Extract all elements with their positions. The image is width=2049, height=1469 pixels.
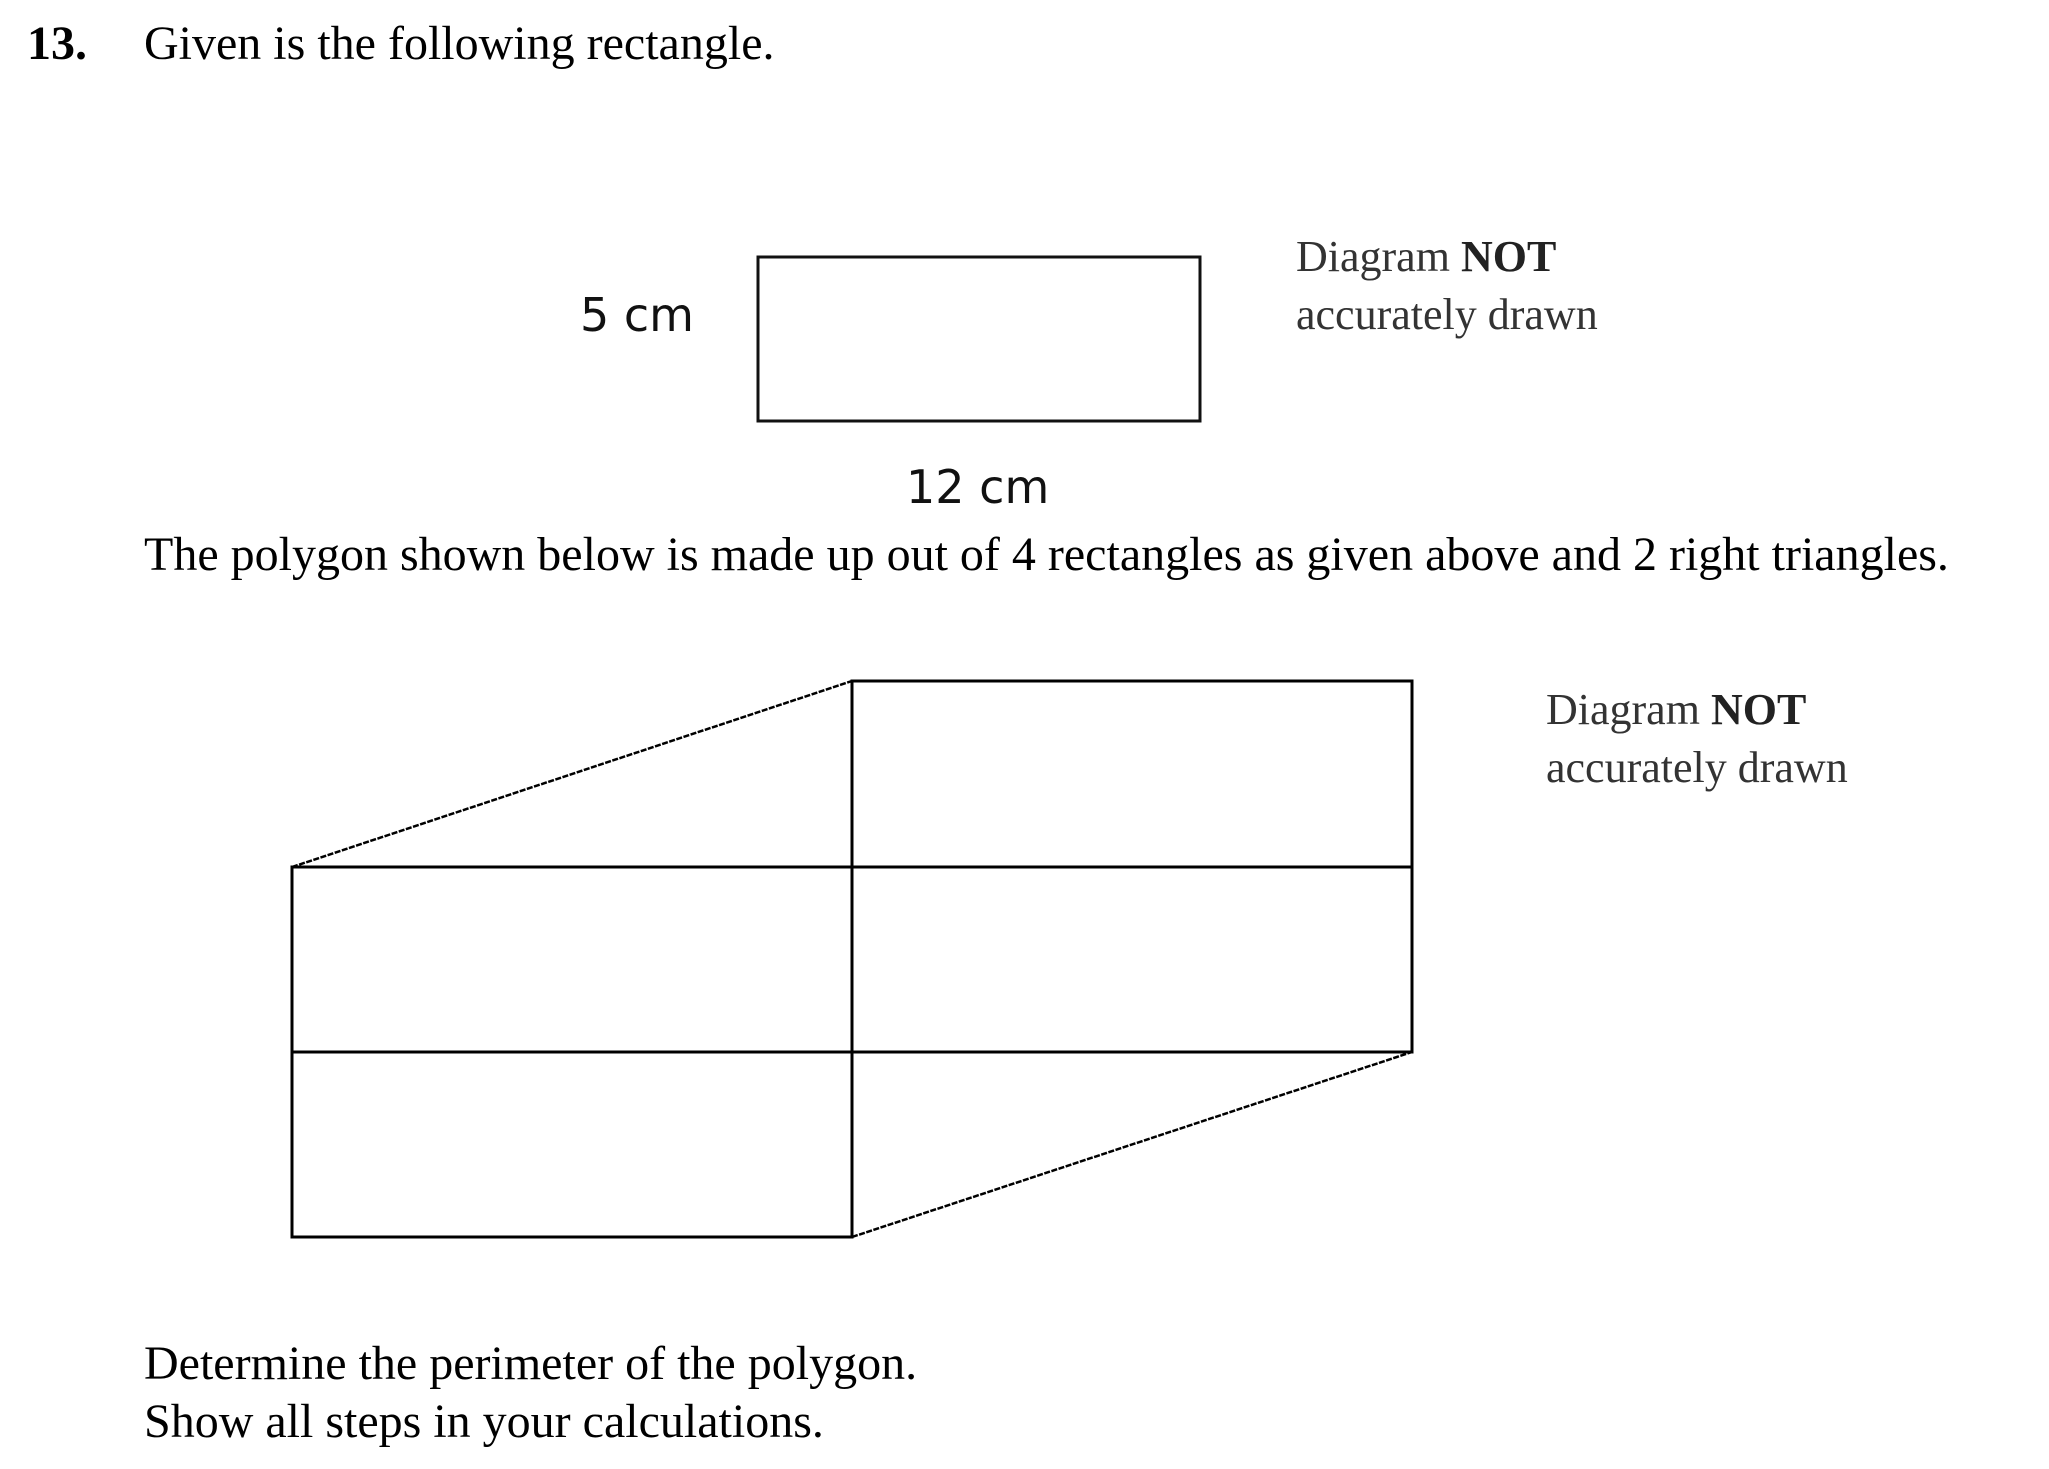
diagram-note-2-bold: NOT [1710, 685, 1807, 734]
polygon-description: The polygon shown below is made up out of 4 rectangles as given above and 2 right triangles. [144, 528, 1949, 581]
diagram-note-1-prefix: Diagram [1296, 232, 1450, 281]
diagram-note-1 [1296, 228, 1598, 344]
polygon-rectangle-middle-left [292, 867, 852, 1052]
rectangle-height-label: 5 cm [580, 288, 694, 342]
rectangle-width-label: 12 cm [906, 460, 1050, 514]
polygon-rectangle-middle-right [852, 867, 1412, 1052]
given-rectangle [758, 257, 1200, 421]
diagram-note-2-line2: accurately drawn [1546, 743, 1848, 792]
task-line-2: Show all steps in your calculations. [144, 1395, 824, 1448]
polygon-rectangle-top-right [852, 681, 1412, 867]
triangle-bottom-right-hypotenuse [852, 1052, 1412, 1237]
polygon-diagram [292, 681, 1412, 1237]
question-intro: Given is the following rectangle. [144, 17, 775, 70]
task-line-1: Determine the perimeter of the polygon. [144, 1337, 918, 1390]
diagram-note-2-prefix: Diagram [1546, 685, 1700, 734]
polygon-rectangle-bottom-left [292, 1052, 852, 1237]
triangle-top-left-hypotenuse [292, 681, 852, 867]
diagram-note-1-line2: accurately drawn [1296, 290, 1598, 339]
diagram-note-1-bold: NOT [1460, 232, 1557, 281]
question-number: 13. [27, 17, 87, 70]
diagram-note-2 [1546, 681, 1848, 797]
